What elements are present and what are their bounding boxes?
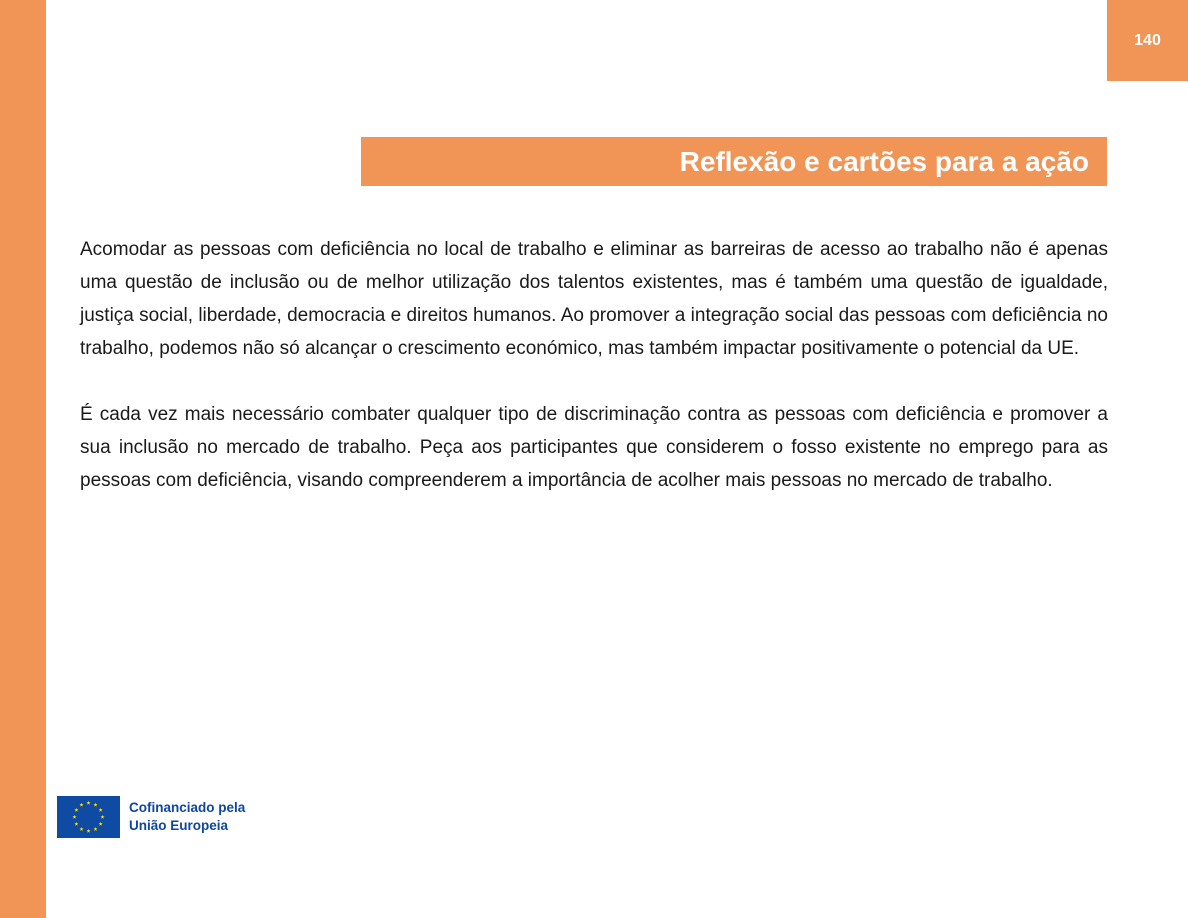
eu-flag-icon bbox=[57, 796, 120, 838]
paragraph: É cada vez mais necessário combater qualquer tipo de discriminação contra as pessoas com deficiência e promover a sua inclusão no mercado de trabalho. Peça aos participantes que considerem o fosso existente no emprego para as pessoas com deficiência, visando compreenderem a importância de acolher mais pessoas no mercado de trabalho. bbox=[80, 404, 1108, 491]
eu-text-line2: União Europeia bbox=[129, 818, 229, 833]
paragraph: Acomodar as pessoas com deficiência no local de trabalho e eliminar as barreiras de acesso ao trabalho não é apenas uma questão de inclusão ou de melhor utilização dos talentos existentes, mas é também uma questão de igualdade, justiça social, liberdade, democracia e direitos humanos. Ao promover a integração social das pessoas com deficiência no trabalho, podemos não só alcançar o crescimento económico, mas também impactar positivamente o potencial da UE. bbox=[80, 239, 1108, 359]
page-title: Reflexão e cartões para a ação bbox=[679, 145, 1089, 177]
eu-text-line1: Cofinanciado pela bbox=[129, 800, 246, 815]
page-number-box bbox=[1107, 0, 1188, 81]
title-banner bbox=[361, 137, 1107, 186]
eu-cofunding-text bbox=[129, 799, 245, 835]
eu-cofunding-logo bbox=[57, 796, 245, 838]
page-number: 140 bbox=[1134, 31, 1161, 49]
body-text bbox=[80, 233, 1108, 530]
left-accent-bar bbox=[0, 0, 46, 918]
